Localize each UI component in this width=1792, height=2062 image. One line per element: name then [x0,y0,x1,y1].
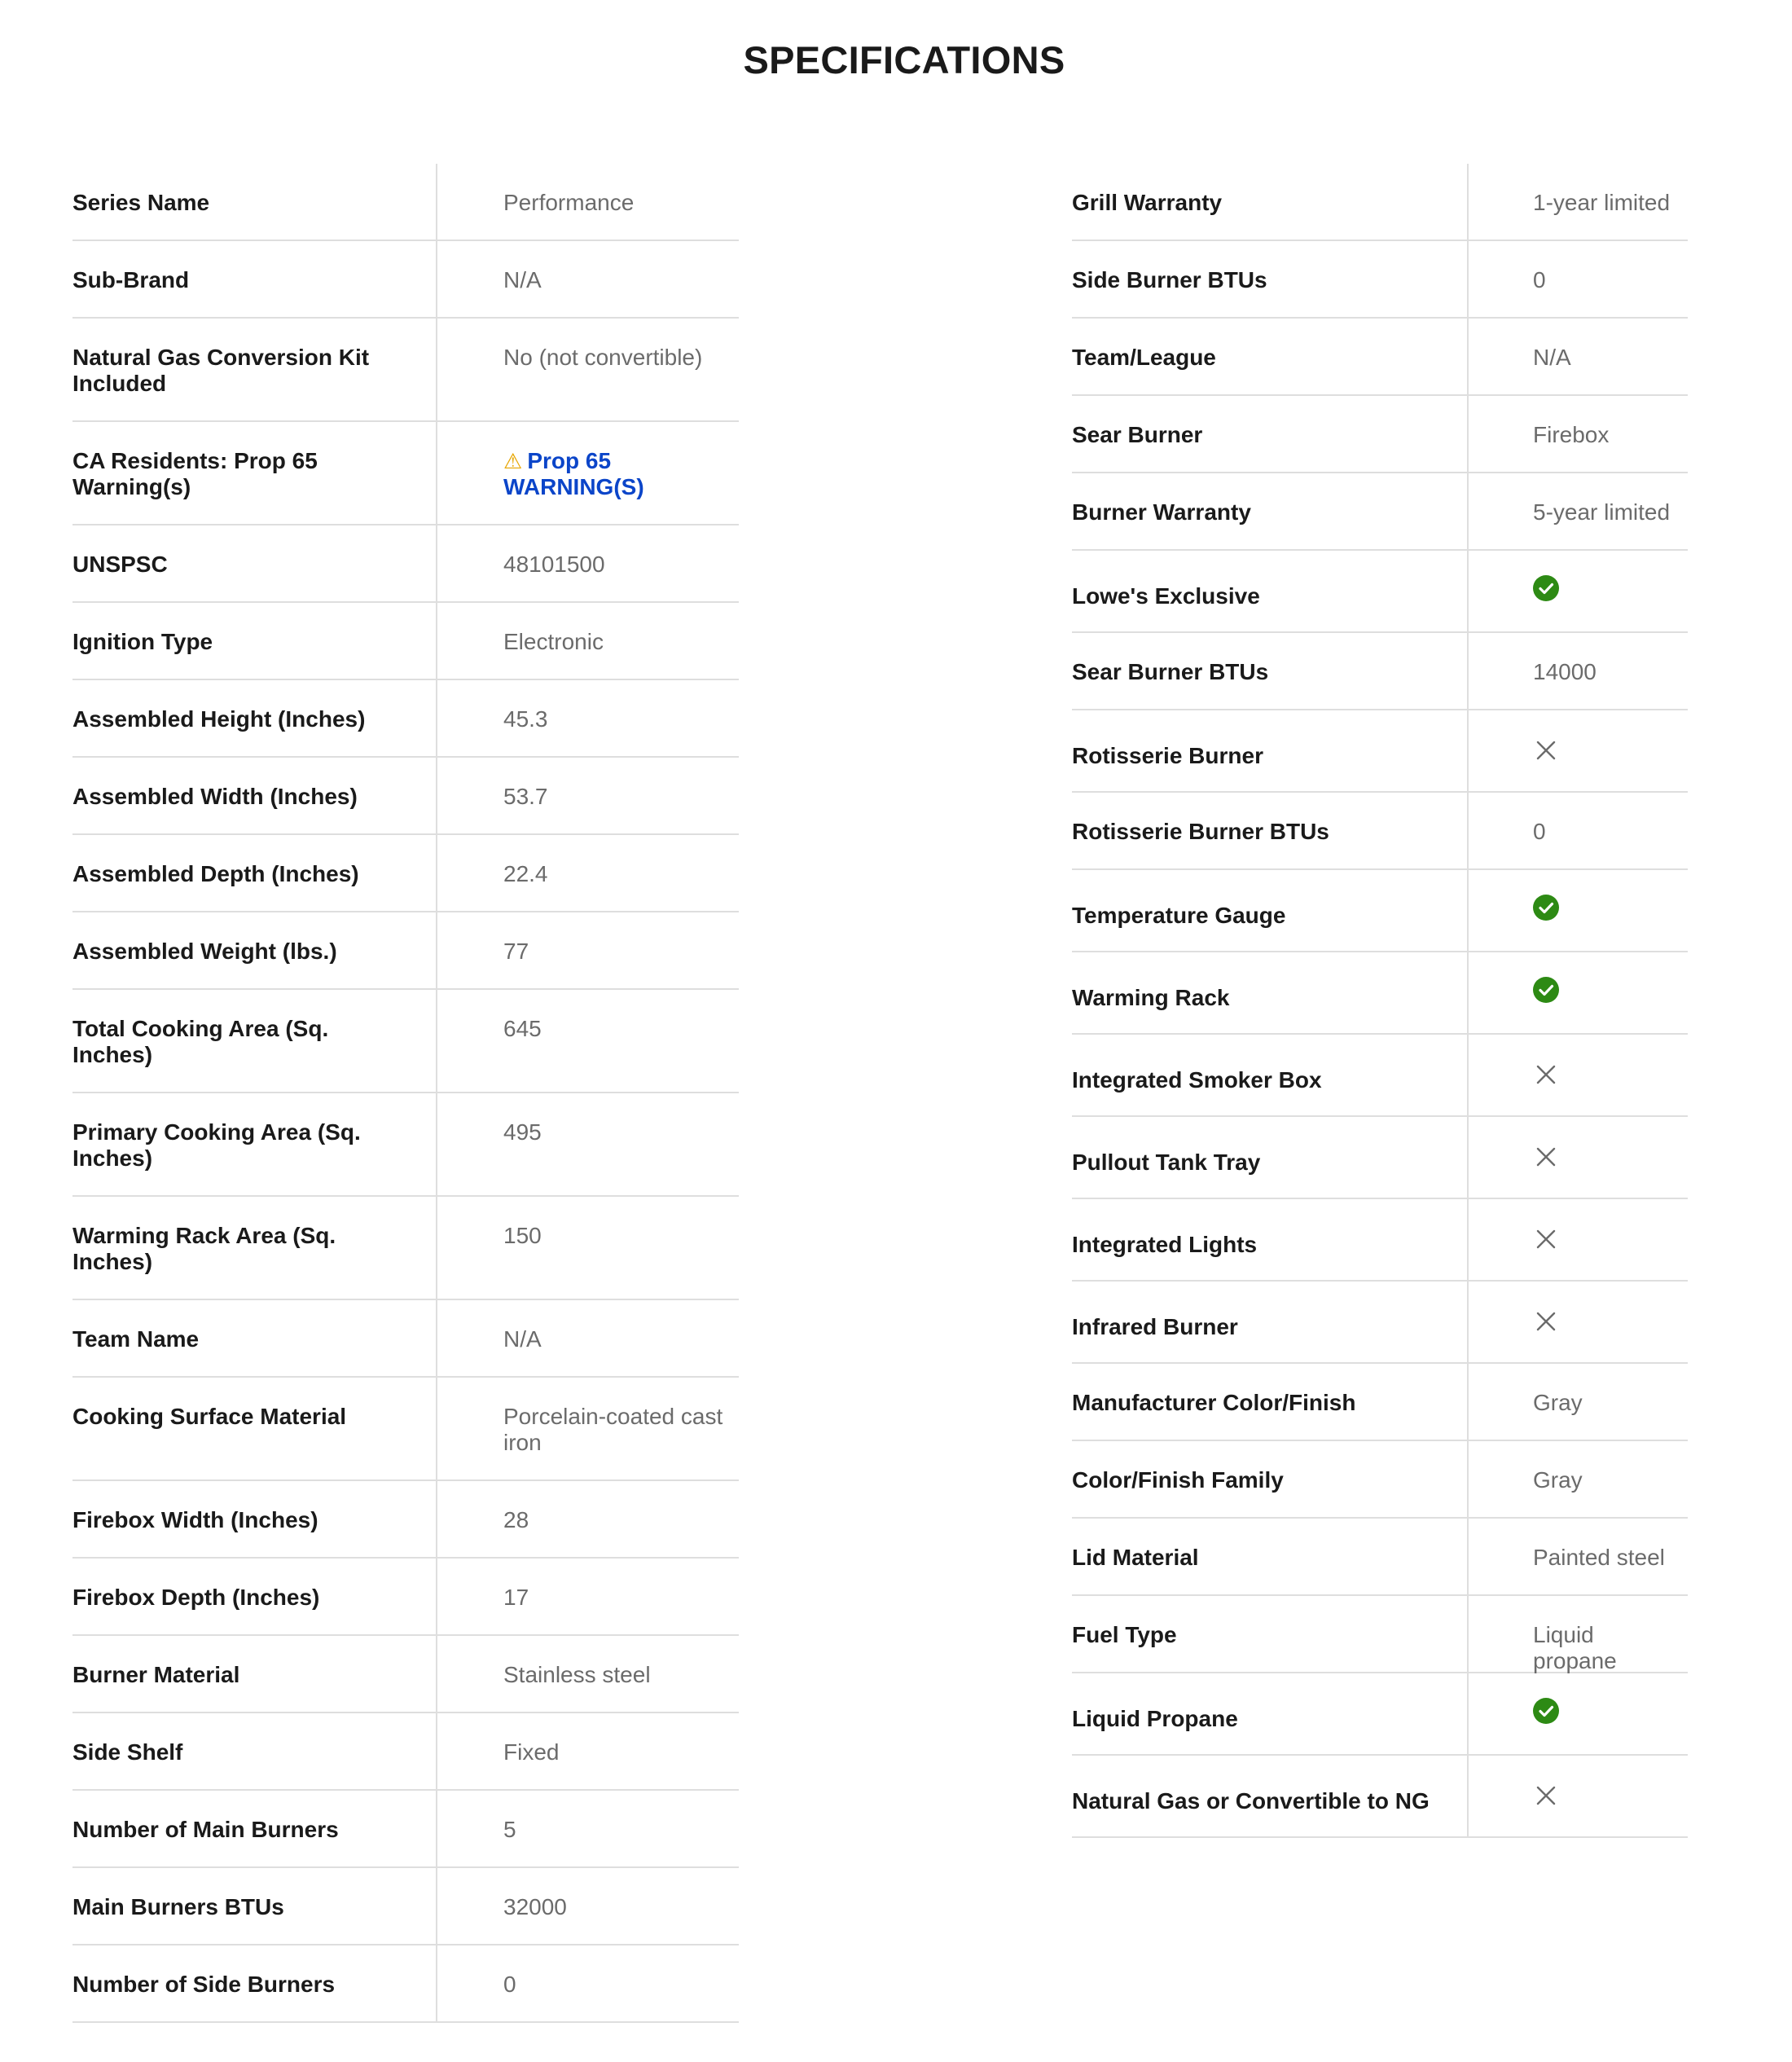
spec-row [1072,1364,1688,1441]
spec-label: CA Residents: Prop 65 Warning(s) [72,422,437,524]
spec-value: 77 [503,939,529,964]
spec-value: N/A [1533,345,1571,370]
spec-value: 495 [503,1119,542,1145]
x-icon [1535,1311,1557,1332]
spec-value: Painted steel [1533,1545,1665,1570]
spec-row [72,1636,739,1713]
spec-row [72,758,739,835]
spec-value: Gray [1533,1467,1583,1493]
spec-label: Warming Rack Area (Sq. Inches) [72,1197,437,1299]
spec-value [1469,1756,1688,1836]
spec-label: Assembled Height (Inches) [72,680,437,756]
spec-value: 22.4 [503,861,548,886]
spec-label: Assembled Width (Inches) [72,758,437,833]
spec-value: Firebox [1533,422,1610,447]
spec-value [1469,710,1688,791]
spec-label: Firebox Width (Inches) [72,1481,437,1557]
spec-label: Manufacturer Color/Finish [1072,1364,1469,1440]
spec-value: 48101500 [503,552,605,577]
spec-label: Ignition Type [72,603,437,679]
spec-row [1072,473,1688,551]
spec-value: Fixed [503,1739,560,1765]
spec-row [1072,633,1688,710]
spec-label: Infrared Burner [1072,1282,1469,1362]
spec-label: Sear Burner [1072,396,1469,472]
spec-row [72,1378,739,1481]
spec-row [72,835,739,912]
spec-value: 5 [503,1817,516,1842]
x-icon [1535,1064,1557,1085]
spec-row [1072,319,1688,396]
spec-value: Performance [503,190,635,215]
spec-row [1072,870,1688,952]
spec-row [72,1481,739,1559]
spec-label: Primary Cooking Area (Sq. Inches) [72,1093,437,1195]
spec-row [1072,1117,1688,1199]
spec-value [1469,1199,1688,1280]
spec-row [72,912,739,990]
spec-row [72,1093,739,1197]
spec-value: Electronic [503,629,604,654]
spec-value: 28 [503,1507,529,1532]
spec-row [1072,1441,1688,1519]
spec-row [1072,551,1688,633]
spec-row [72,990,739,1093]
spec-value [1469,870,1688,951]
spec-value: 645 [503,1016,542,1041]
spec-row [1072,710,1688,793]
spec-row [72,1197,739,1300]
spec-value: Stainless steel [503,1662,651,1687]
spec-row [1072,164,1688,241]
spec-label: Lowe's Exclusive [1072,551,1469,631]
spec-label: Rotisserie Burner [1072,710,1469,791]
spec-label: Fuel Type [1072,1596,1469,1672]
spec-value: Porcelain-coated cast iron [503,1404,723,1455]
spec-value: Liquid propane [1533,1622,1617,1673]
spec-label: Natural Gas or Convertible to NG [1072,1756,1469,1836]
spec-value: N/A [503,1326,542,1352]
spec-row [72,525,739,603]
spec-row [72,1945,739,2023]
spec-label: Integrated Smoker Box [1072,1035,1469,1115]
spec-label: Cooking Surface Material [72,1378,437,1479]
x-icon [1535,1229,1557,1250]
x-icon [1535,1146,1557,1167]
spec-label: Side Burner BTUs [1072,241,1469,317]
check-circle-icon [1533,895,1559,921]
spec-label: Team/League [1072,319,1469,394]
spec-value: 0 [503,1972,516,1997]
spec-value: Gray [1533,1390,1583,1415]
spec-value [1469,1035,1688,1115]
spec-value: 53.7 [503,784,548,809]
spec-label: Number of Side Burners [72,1945,437,2021]
spec-label: Lid Material [1072,1519,1469,1594]
spec-value: 5-year limited [1533,499,1671,525]
spec-row [72,319,739,422]
spec-label: Assembled Weight (lbs.) [72,912,437,988]
spec-row [72,1300,739,1378]
spec-value [1469,1673,1688,1754]
spec-value: 0 [1533,819,1546,844]
spec-label: Team Name [72,1300,437,1376]
spec-value: 1-year limited [1533,190,1671,215]
spec-value: 45.3 [503,706,548,732]
x-icon [1535,1785,1557,1806]
spec-label: Sear Burner BTUs [1072,633,1469,709]
spec-table-left [72,164,739,2023]
spec-row [1072,952,1688,1035]
spec-value: 150 [503,1223,542,1248]
prop65-warning-link[interactable]: Prop 65 WARNING(S) [503,448,644,499]
spec-label: Total Cooking Area (Sq. Inches) [72,990,437,1092]
spec-row [72,1559,739,1636]
spec-row [1072,1756,1688,1838]
spec-label: Burner Material [72,1636,437,1712]
spec-label: Number of Main Burners [72,1791,437,1866]
spec-row [1072,241,1688,319]
spec-row [1072,396,1688,473]
spec-label: Main Burners BTUs [72,1868,437,1944]
spec-value [1469,1282,1688,1362]
spec-row [1072,1596,1688,1673]
spec-value: 0 [1533,267,1546,292]
spec-row [1072,1519,1688,1596]
spec-label: Side Shelf [72,1713,437,1789]
spec-value [1469,952,1688,1033]
spec-label: Integrated Lights [1072,1199,1469,1280]
spec-value [437,422,739,524]
page-title: SPECIFICATIONS [743,38,1065,81]
spec-row [1072,1673,1688,1756]
spec-value: 32000 [503,1894,567,1919]
spec-row [72,603,739,680]
spec-label: Color/Finish Family [1072,1441,1469,1517]
spec-row [72,680,739,758]
spec-row [1072,1199,1688,1282]
spec-label: Burner Warranty [1072,473,1469,549]
spec-row [72,1868,739,1945]
spec-label: Warming Rack [1072,952,1469,1033]
spec-row [1072,793,1688,870]
spec-value: 17 [503,1585,529,1610]
spec-value: N/A [503,267,542,292]
spec-label: Sub-Brand [72,241,437,317]
spec-label: Firebox Depth (Inches) [72,1559,437,1634]
spec-row [72,1791,739,1868]
spec-label: Pullout Tank Tray [1072,1117,1469,1198]
spec-label: Rotisserie Burner BTUs [1072,793,1469,868]
spec-label: Assembled Depth (Inches) [72,835,437,911]
spec-row [72,1713,739,1791]
spec-value [1469,1117,1688,1198]
warning-icon: ⚠ [503,449,523,473]
spec-row [72,422,739,525]
spec-label: Series Name [72,164,437,240]
x-icon [1535,740,1557,761]
spec-label: Natural Gas Conversion Kit Included [72,319,437,420]
spec-row [1072,1035,1688,1117]
check-circle-icon [1533,1698,1559,1724]
spec-label: Liquid Propane [1072,1673,1469,1754]
spec-table-right [1072,164,1688,1838]
spec-value: No (not convertible) [503,345,703,370]
spec-row [72,164,739,241]
spec-row [72,241,739,319]
check-circle-icon [1533,977,1559,1003]
spec-label: Grill Warranty [1072,164,1469,240]
spec-label: UNSPSC [72,525,437,601]
spec-value: 14000 [1533,659,1597,684]
spec-value [1469,551,1688,631]
spec-row [1072,1282,1688,1364]
spec-label: Temperature Gauge [1072,870,1469,951]
check-circle-icon [1533,575,1559,601]
